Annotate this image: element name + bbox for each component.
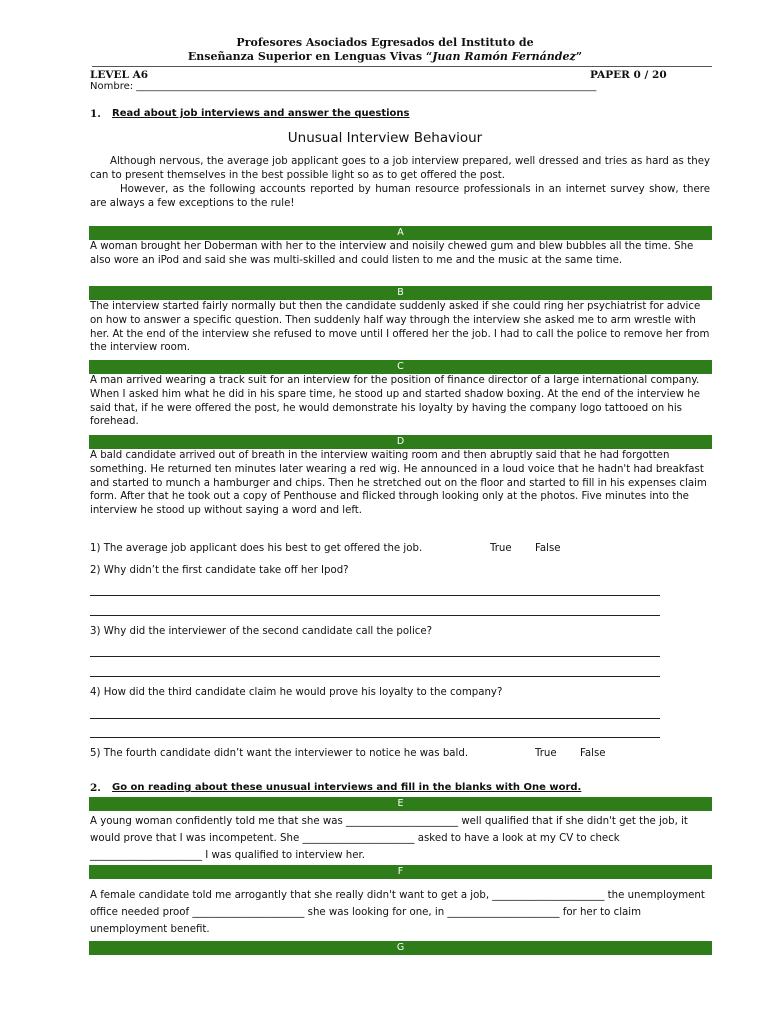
story-c-header: C — [89, 360, 712, 374]
q5-false-option[interactable]: False — [580, 748, 606, 759]
institute-line-2: Enseñanza Superior en Lenguas Vivas “Juan Ramón Fernández” — [187, 50, 583, 63]
section-1-number: 1. — [90, 108, 101, 120]
intro-paragraph-1: Although nervous, the average job applicant goes to a job interview prepared, well dressed and tries as hard as they can to present themselves in the best possible light so as to get offered the post. — [90, 156, 710, 182]
name-field[interactable]: Nombre: ____________________________________________________________________________________________ — [90, 81, 597, 92]
q4-answer-line-2[interactable] — [90, 737, 660, 738]
paper-label: PAPER 0 / 20 — [590, 69, 667, 81]
q2-answer-line-1[interactable] — [90, 595, 660, 596]
section-1-instruction: Read about job interviews and answer the questions — [112, 108, 410, 119]
story-a-text: A woman brought her Doberman with her to the interview and noisily chewed gum and blew bubbles all the time. She also wore an iPod and said she was multi-skilled and could listen to me and the music at the same time. — [90, 241, 694, 266]
story-b-header: B — [89, 286, 712, 300]
story-f-text: A female candidate told me arrogantly that she really didn't want to get a job, ______________________ the unemployment office needed proof ______________________ she was looking for one, in ______________________ for her to claim unemployment benefit. — [90, 890, 705, 935]
q1-true-option[interactable]: True — [490, 543, 512, 554]
question-5: 5) The fourth candidate didn’t want the interviewer to notice he was bald. — [90, 748, 469, 759]
story-e-text: A young woman confidently told me that she was ______________________ well qualified that if she didn't get the job, it would prove that I was incompetent. She ______________________ asked to have a look at my CV to check ______________________ I was qualified to interview her. — [90, 816, 688, 861]
q2-answer-line-2[interactable] — [90, 615, 660, 616]
section-2-instruction: Go on reading about these unusual interviews and fill in the blanks with One word. — [112, 782, 582, 793]
institute-line-1: Profesores Asociados Egresados del Instituto de — [236, 36, 534, 49]
story-g-header: G — [89, 941, 712, 955]
question-1: 1) The average job applicant does his best to get offered the job. — [90, 543, 423, 554]
story-b-text: The interview started fairly normally but then the candidate suddenly asked if she could ring her psychiatrist for advice on how to answer a specific question. Then suddenly half way through the interview she asked me to arm wrestle with her. At the end of the interview she refused to move until I offered her the job. I had to call the police to remove her from the interview room. — [90, 301, 710, 354]
q4-answer-line-1[interactable] — [90, 718, 660, 719]
reading-title: Unusual Interview Behaviour — [287, 130, 483, 146]
story-a-header: A — [89, 226, 712, 240]
header-divider — [92, 66, 712, 67]
q1-false-option[interactable]: False — [535, 543, 561, 554]
story-c-text: A man arrived wearing a track suit for an interview for the position of finance director of a large international company. When I asked him what he did in his spare time, he stood up and started shadow boxing. At the end of the interview he said that, if he were offered the post, he would demonstrate his loyalty by having the company logo tattooed on his forehead. — [90, 375, 701, 428]
level-label: LEVEL A6 — [90, 69, 149, 81]
question-2: 2) Why didn’t the first candidate take off her Ipod? — [90, 565, 349, 576]
q3-answer-line-1[interactable] — [90, 656, 660, 657]
q5-true-option[interactable]: True — [535, 748, 557, 759]
intro-paragraph-2: However, as the following accounts reported by human resource professionals in an internet survey show, there are always a few exceptions to the rule! — [90, 184, 710, 210]
question-4: 4) How did the third candidate claim he would prove his loyalty to the company? — [90, 687, 503, 698]
section-2-number: 2. — [90, 782, 101, 794]
q3-answer-line-2[interactable] — [90, 676, 660, 677]
story-e-header: E — [89, 797, 712, 811]
story-f-header: F — [89, 865, 712, 879]
institute-header — [0, 36, 770, 64]
question-3: 3) Why did the interviewer of the second candidate call the police? — [90, 626, 433, 637]
story-d-text: A bald candidate arrived out of breath in the interview waiting room and then abruptly said that he had forgotten something. He returned ten minutes later wearing a red wig. He announced in a loud voice that he hadn't had breakfast and started to munch a hamburger and chips. Then he stretched out on the floor and started to fill in his expenses claim form. After that he took out a copy of Penthouse and flicked through looking only at the photos. Five minutes into the interview he stood up without saying a word and left. — [90, 450, 707, 517]
story-d-header: D — [89, 435, 712, 449]
